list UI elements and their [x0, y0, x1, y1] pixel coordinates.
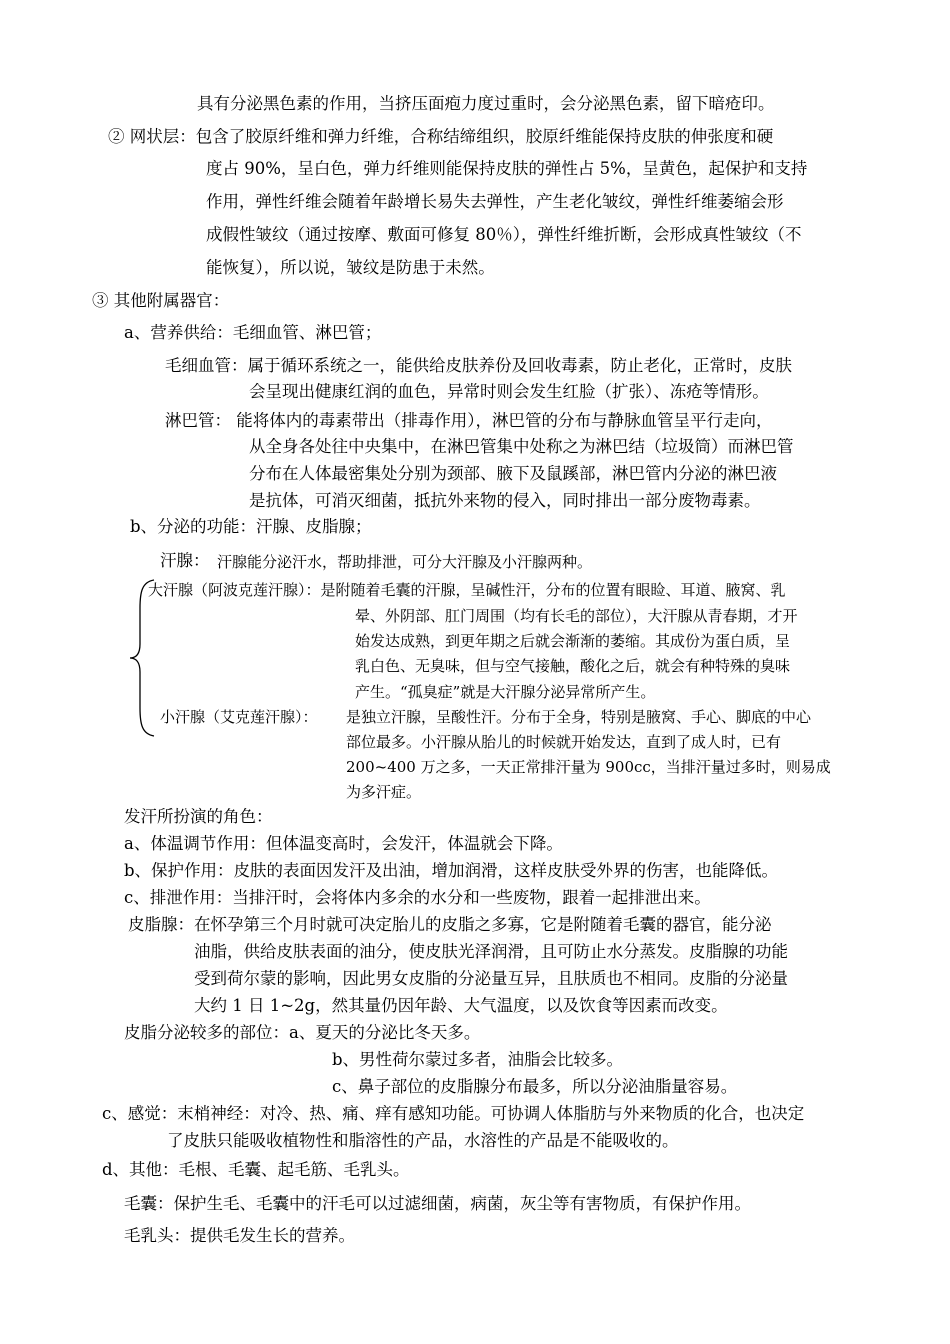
text-line-28: b、保护作用：皮肤的表面因发汗及出油，增加润滑，这样皮肤受外界的伤害，也能降低。 — [124, 861, 779, 880]
text-line-40: 毛囊：保护生毛、毛囊中的汗毛可以过滤细菌，病菌，灰尘等有害物质，有保护作用。 — [124, 1194, 751, 1213]
text-line-10: 会呈现出健康红润的血色，异常时则会发生红脸（扩张）、冻疮等情形。 — [249, 382, 769, 401]
text-line-4: 作用，弹性纤维会随着年龄增长易失去弹性，产生老化皱纹，弹性纤维萎缩会形 — [206, 192, 784, 211]
text-line-18: 晕、外阴部、肛门周围（均有长毛的部位），大汗腺从青春期，才开 — [355, 607, 798, 625]
text-line-7: ③ 其他附属器官： — [92, 291, 230, 310]
text-line-22b: 是独立汗腺，呈酸性汗。分布于全身，特别是腋窝、手心、脚底的中心 — [346, 708, 812, 726]
text-line-16a: 汗腺： — [160, 551, 210, 570]
text-line-21: 产生。“孤臭症”就是大汗腺分泌异常所产生。 — [355, 683, 656, 701]
text-line-23: 部位最多。小汗腺从胎儿的时候就开始发达，直到了成人时，已有 — [346, 733, 782, 751]
text-line-14: 是抗体，可消灭细菌，抵抗外来物的侵入，同时排出一部分废物毒素。 — [249, 491, 761, 510]
text-line-11: 淋巴管： 能将体内的毒素带出（排毒作用），淋巴管的分布与静脉血管呈平行走向， — [165, 411, 773, 430]
text-line-29: c、排泄作用：当排汗时，会将体内多余的水分和一些废物，跟着一起排泄出来。 — [124, 888, 711, 907]
text-line-22a: 小汗腺（艾克莲汗腺）： — [160, 708, 318, 726]
text-line-6: 能恢复），所以说，皱纹是防患于未然。 — [206, 258, 495, 277]
text-line-39: d、其他：毛根、毛囊、起毛筋、毛乳头。 — [102, 1160, 410, 1179]
text-line-13: 分布在人体最密集处分别为颈部、腋下及鼠蹊部，淋巴管内分泌的淋巴液 — [249, 464, 777, 483]
text-line-30: 皮脂腺：在怀孕第三个月时就可决定胎儿的皮脂之多寡，它是附随着毛囊的器官，能分泌 — [128, 915, 772, 934]
text-line-35: b、男性荷尔蒙过多者，油脂会比较多。 — [332, 1050, 624, 1069]
text-line-25: 为多汗症。 — [346, 783, 422, 801]
text-line-36: c、鼻子部位的皮脂腺分布最多，所以分泌油脂量容易。 — [332, 1077, 738, 1096]
text-line-8: a、营养供给：毛细血管、淋巴管； — [124, 323, 382, 342]
text-line-2: ② 网状层：包含了胶原纤维和弹力纤维，合称结缔组织，胶原纤维能保持皮肤的伸张度和硬 — [108, 127, 774, 146]
text-line-9: 毛细血管：属于循环系统之一，能供给皮肤养份及回收毒素，防止老化，正常时，皮肤 — [165, 356, 792, 375]
text-line-16b: 汗腺能分泌汗水，帮助排泄，可分大汗腺及小汗腺两种。 — [217, 553, 593, 571]
text-line-15: b、分泌的功能：汗腺、皮脂腺； — [130, 517, 372, 536]
text-line-20: 乳白色、无臭味，但与空气接触，酸化之后，就会有种特殊的臭味 — [355, 657, 791, 675]
text-line-32: 受到荷尔蒙的影响，因此男女皮脂的分泌量互异，且肤质也不相同。皮脂的分泌量 — [194, 969, 788, 988]
text-line-41: 毛乳头：提供毛发生长的营养。 — [124, 1226, 355, 1245]
text-line-38: 了皮肤只能吸收植物性和脂溶性的产品，水溶性的产品是不能吸收的。 — [167, 1131, 679, 1150]
text-line-24: 200~400 万之多，一天正常排汗量为 900cc，当排汗量过多时，则易成 — [346, 758, 831, 776]
text-line-3: 度占 90%，呈白色，弹力纤维则能保持皮肤的弹性占 5%，呈黄色，起保护和支持 — [206, 159, 808, 178]
text-line-37: c、感觉：末梢神经：对冷、热、痛、痒有感知功能。可协调人体脂肪与外来物质的化合，也决定 — [102, 1104, 805, 1123]
text-line-33: 大约 1 日 1~2g，然其量仍因年龄、大气温度，以及饮食等因素而改变。 — [194, 996, 728, 1015]
text-line-1: 具有分泌黑色素的作用，当挤压面疱力度过重时，会分泌黑色素，留下暗疮印。 — [197, 94, 775, 113]
text-line-17: 大汗腺（阿波克莲汗腺）：是附随着毛囊的汗腺，呈碱性汗，分布的位置有眼睑、耳道、腋窝、乳 — [148, 581, 786, 599]
text-line-5: 成假性皱纹（通过按摩、敷面可修复 80％），弹性纤维折断，会形成真性皱纹（不 — [206, 225, 802, 244]
text-line-31: 油脂，供给皮肤表面的油分，使皮肤光泽润滑，且可防止水分蒸发。皮脂腺的功能 — [194, 942, 788, 961]
text-line-12: 从全身各处往中央集中，在淋巴管集中处称之为淋巴结（垃圾筒）而淋巴管 — [249, 437, 794, 456]
text-line-26: 发汗所扮演的角色： — [124, 807, 273, 826]
text-line-34: 皮脂分泌较多的部位：a、夏天的分泌比冬天多。 — [124, 1023, 481, 1042]
text-line-19: 始发达成熟，到更年期之后就会渐渐的萎缩。其成份为蛋白质，呈 — [355, 632, 791, 650]
text-line-27: a、体温调节作用：但体温变高时，会发汗，体温就会下降。 — [124, 834, 563, 853]
curly-brace — [128, 578, 158, 738]
